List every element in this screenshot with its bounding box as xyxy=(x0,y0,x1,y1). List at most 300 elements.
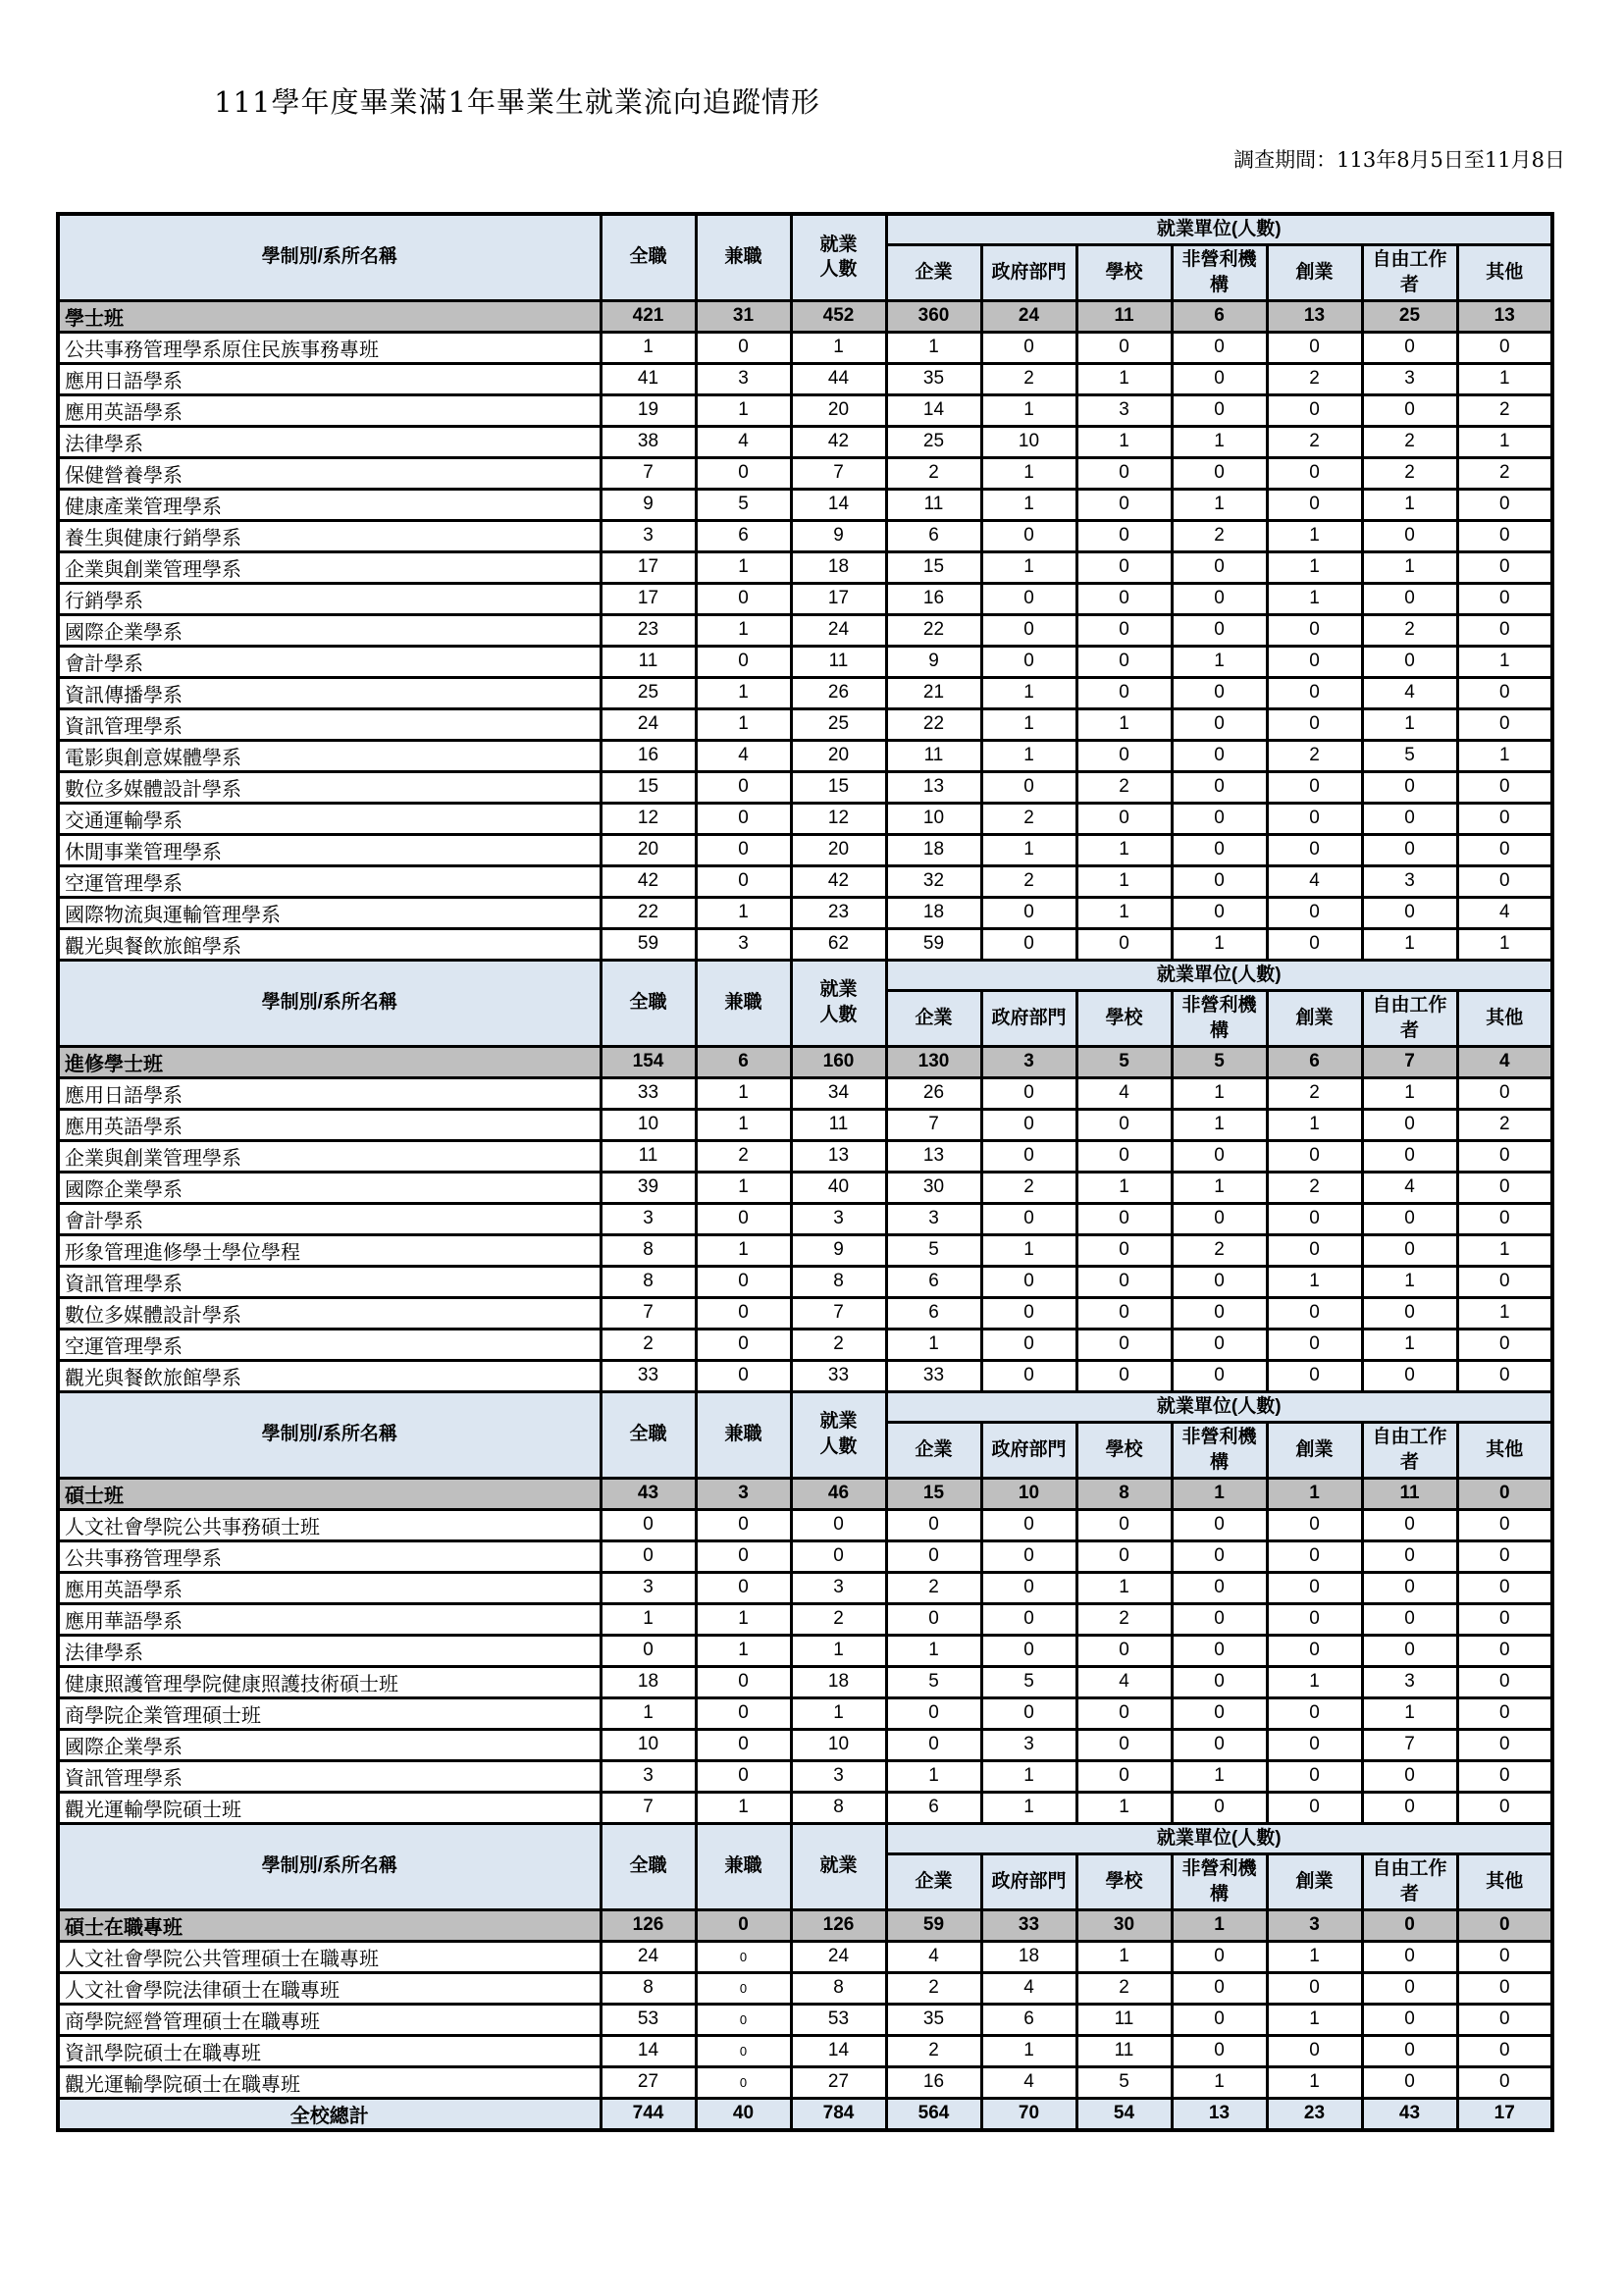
value-cell: 42 xyxy=(791,865,886,897)
value-cell: 0 xyxy=(1076,1360,1172,1391)
section-name-cell: 碩士班 xyxy=(58,1478,601,1509)
department-row xyxy=(58,1266,1552,1297)
value-cell: 16 xyxy=(886,583,981,614)
department-row xyxy=(58,1329,1552,1360)
summary-value-cell: 25 xyxy=(1362,300,1457,332)
value-cell: 2 xyxy=(1172,1234,1267,1266)
summary-value-cell: 24 xyxy=(981,300,1076,332)
value-cell: 1 xyxy=(1457,1234,1552,1266)
department-row xyxy=(58,740,1552,771)
department-name-cell: 人文社會學院公共管理碩士在職專班 xyxy=(58,1941,601,1972)
value-cell: 2 xyxy=(1172,520,1267,551)
value-cell: 5 xyxy=(981,1666,1076,1697)
department-name-cell: 資訊學院碩士在職專班 xyxy=(58,2035,601,2066)
department-row xyxy=(58,489,1552,520)
value-cell: 10 xyxy=(601,1109,696,1140)
value-cell: 1 xyxy=(981,708,1076,740)
value-cell: 0 xyxy=(1457,1509,1552,1540)
value-cell: 0 xyxy=(1267,1329,1362,1360)
value-cell: 33 xyxy=(601,1077,696,1109)
value-cell: 0 xyxy=(1362,2004,1457,2035)
value-cell: 62 xyxy=(791,928,886,960)
summary-value-cell: 30 xyxy=(1076,1909,1172,1941)
value-cell: 0 xyxy=(1076,1203,1172,1234)
value-cell: 0 xyxy=(981,332,1076,363)
value-cell: 0 xyxy=(1457,1941,1552,1972)
value-cell: 8 xyxy=(791,1972,886,2004)
summary-value-cell: 6 xyxy=(1172,300,1267,332)
value-cell: 44 xyxy=(791,363,886,394)
value-cell: 2 xyxy=(1076,1603,1172,1635)
value-cell: 1 xyxy=(1267,583,1362,614)
value-cell: 0 xyxy=(1076,1540,1172,1572)
survey-period-note: 調查期間：113年8月5日至11月8日 xyxy=(1233,148,1565,172)
value-cell: 0 xyxy=(1457,865,1552,897)
value-cell: 0 xyxy=(1457,1329,1552,1360)
value-cell: 1 xyxy=(1076,834,1172,865)
value-cell: 2 xyxy=(1267,1077,1362,1109)
value-cell: 0 xyxy=(1172,551,1267,583)
department-row xyxy=(58,457,1552,489)
value-cell: 0 xyxy=(1362,1792,1457,1823)
value-cell: 0 xyxy=(1457,834,1552,865)
grand-total-value-cell: 43 xyxy=(1362,2098,1457,2130)
value-cell: 0 xyxy=(1172,1666,1267,1697)
value-cell: 27 xyxy=(601,2066,696,2098)
value-cell: 20 xyxy=(791,394,886,426)
value-cell: 8 xyxy=(791,1266,886,1297)
value-cell: 1 xyxy=(696,1603,791,1635)
value-cell: 0 xyxy=(1267,677,1362,708)
value-cell: 1 xyxy=(1457,363,1552,394)
value-cell: 21 xyxy=(886,677,981,708)
header-employed-count: 就業 人數 xyxy=(791,214,886,300)
value-cell: 14 xyxy=(791,489,886,520)
value-cell: 10 xyxy=(601,1729,696,1760)
value-cell: 4 xyxy=(1267,865,1362,897)
value-cell: 1 xyxy=(1362,489,1457,520)
department-name-cell: 觀光與餐飲旅館學系 xyxy=(58,928,601,960)
value-cell: 0 xyxy=(1267,1572,1362,1603)
value-cell: 13 xyxy=(886,771,981,803)
value-cell: 15 xyxy=(886,551,981,583)
department-row xyxy=(58,865,1552,897)
value-cell: 2 xyxy=(1457,457,1552,489)
department-row xyxy=(58,1603,1552,1635)
column-header-row-top xyxy=(58,1391,1552,1422)
header-part-time: 兼職 xyxy=(696,1391,791,1478)
summary-value-cell: 160 xyxy=(791,1046,886,1077)
value-cell: 0 xyxy=(1172,2035,1267,2066)
value-cell: 0 xyxy=(1172,1572,1267,1603)
value-cell: 0 xyxy=(981,1329,1076,1360)
value-cell: 0 xyxy=(1457,1266,1552,1297)
value-cell: 0 xyxy=(1457,677,1552,708)
value-cell: 0 xyxy=(696,1697,791,1729)
department-name-cell: 資訊傳播學系 xyxy=(58,677,601,708)
department-name-cell: 法律學系 xyxy=(58,426,601,457)
value-cell: 0 xyxy=(601,1540,696,1572)
value-cell: 0 xyxy=(696,1540,791,1572)
value-cell: 1 xyxy=(1076,708,1172,740)
value-cell: 0 xyxy=(696,1509,791,1540)
value-cell: 2 xyxy=(1362,426,1457,457)
value-cell: 0 xyxy=(1076,1109,1172,1140)
grand-total-row xyxy=(58,2098,1552,2130)
value-cell: 4 xyxy=(1362,1172,1457,1203)
value-cell: 0 xyxy=(1076,614,1172,646)
value-cell: 0 xyxy=(1362,1360,1457,1391)
value-cell: 35 xyxy=(886,363,981,394)
section-summary-row xyxy=(58,1909,1552,1941)
department-name-cell: 電影與創意媒體學系 xyxy=(58,740,601,771)
value-cell: 1 xyxy=(1457,646,1552,677)
summary-value-cell: 5 xyxy=(1076,1046,1172,1077)
department-row xyxy=(58,771,1552,803)
summary-value-cell: 13 xyxy=(1267,300,1362,332)
value-cell: 25 xyxy=(886,426,981,457)
department-name-cell: 形象管理進修學士學位學程 xyxy=(58,1234,601,1266)
value-cell: 0 xyxy=(1267,803,1362,834)
summary-value-cell: 421 xyxy=(601,300,696,332)
value-cell: 0 xyxy=(1362,771,1457,803)
column-header-row-top xyxy=(58,1823,1552,1853)
value-cell: 1 xyxy=(696,1635,791,1666)
value-cell: 2 xyxy=(601,1329,696,1360)
value-cell: 0 xyxy=(1076,1266,1172,1297)
value-cell: 0 xyxy=(1267,1792,1362,1823)
value-cell: 2 xyxy=(981,865,1076,897)
value-cell: 0 xyxy=(1267,1760,1362,1792)
department-name-cell: 會計學系 xyxy=(58,1203,601,1234)
value-cell: 6 xyxy=(696,520,791,551)
value-cell: 0 xyxy=(1457,1077,1552,1109)
value-cell: 0 xyxy=(1076,1697,1172,1729)
header-unit-other: 其他 xyxy=(1457,1853,1552,1909)
grand-total-value-cell: 17 xyxy=(1457,2098,1552,2130)
value-cell: 0 xyxy=(696,1666,791,1697)
value-cell: 0 xyxy=(981,771,1076,803)
value-cell: 2 xyxy=(791,1603,886,1635)
department-row xyxy=(58,1172,1552,1203)
value-cell: 0 xyxy=(1457,1792,1552,1823)
department-row xyxy=(58,1203,1552,1234)
value-cell: 0 xyxy=(1172,1792,1267,1823)
value-cell: 2 xyxy=(1076,1972,1172,2004)
department-row xyxy=(58,803,1552,834)
value-cell: 1 xyxy=(1362,1077,1457,1109)
department-row xyxy=(58,928,1552,960)
header-unit-nonprofit: 非營利機構 xyxy=(1172,990,1267,1046)
page-title: 111學年度畢業滿1年畢業生就業流向追蹤情形 xyxy=(214,85,820,119)
value-cell: 20 xyxy=(601,834,696,865)
value-cell: 24 xyxy=(601,1941,696,1972)
value-cell: 0 xyxy=(1457,1572,1552,1603)
value-cell: 18 xyxy=(886,897,981,928)
summary-value-cell: 33 xyxy=(981,1909,1076,1941)
summary-value-cell: 8 xyxy=(1076,1478,1172,1509)
value-cell: 0 xyxy=(1362,1941,1457,1972)
summary-value-cell: 1 xyxy=(1267,1478,1362,1509)
department-name-cell: 應用英語學系 xyxy=(58,1109,601,1140)
value-cell: 0 xyxy=(1076,1760,1172,1792)
department-row xyxy=(58,897,1552,928)
grand-total-value-cell: 564 xyxy=(886,2098,981,2130)
value-cell: 0 xyxy=(981,1697,1076,1729)
department-row xyxy=(58,1509,1552,1540)
summary-value-cell: 43 xyxy=(601,1478,696,1509)
value-cell: 0 xyxy=(1172,1266,1267,1297)
header-name-col: 學制別/系所名稱 xyxy=(58,214,601,300)
value-cell: 0 xyxy=(886,1729,981,1760)
value-cell: 2 xyxy=(886,1972,981,2004)
value-cell: 1 xyxy=(981,2035,1076,2066)
value-cell: 1 xyxy=(696,897,791,928)
value-cell: 1 xyxy=(981,489,1076,520)
value-cell: 2 xyxy=(981,1172,1076,1203)
value-cell: 3 xyxy=(1076,394,1172,426)
value-cell: 0 xyxy=(1267,708,1362,740)
value-cell: 24 xyxy=(791,614,886,646)
header-full-time: 全職 xyxy=(601,960,696,1046)
value-cell: 5 xyxy=(696,489,791,520)
value-cell: 5 xyxy=(1076,2066,1172,2098)
value-cell: 0 xyxy=(1076,1234,1172,1266)
header-name-col: 學制別/系所名稱 xyxy=(58,1823,601,1909)
value-cell: 0 xyxy=(1362,1109,1457,1140)
value-cell: 0 xyxy=(1267,1540,1362,1572)
value-cell: 0 xyxy=(1362,2066,1457,2098)
value-cell: 0 xyxy=(1457,708,1552,740)
value-cell: 1 xyxy=(1172,2066,1267,2098)
value-cell: 53 xyxy=(791,2004,886,2035)
value-cell: 3 xyxy=(791,1760,886,1792)
value-cell: 18 xyxy=(601,1666,696,1697)
value-cell: 10 xyxy=(791,1729,886,1760)
value-cell: 0 xyxy=(981,1203,1076,1234)
section-summary-row xyxy=(58,300,1552,332)
value-cell: 1 xyxy=(696,1077,791,1109)
value-cell: 7 xyxy=(791,1297,886,1329)
value-cell: 6 xyxy=(886,1297,981,1329)
department-row xyxy=(58,2035,1552,2066)
department-row xyxy=(58,1572,1552,1603)
value-cell: 6 xyxy=(886,1266,981,1297)
header-unit-school: 學校 xyxy=(1076,990,1172,1046)
value-cell: 0 xyxy=(1076,1297,1172,1329)
value-cell: 0 xyxy=(696,1729,791,1760)
department-row xyxy=(58,1297,1552,1329)
value-cell: 42 xyxy=(791,426,886,457)
value-cell: 0 xyxy=(1172,1140,1267,1172)
header-full-time: 全職 xyxy=(601,1823,696,1909)
value-cell: 0 xyxy=(1172,394,1267,426)
value-cell: 35 xyxy=(886,2004,981,2035)
value-cell: 25 xyxy=(791,708,886,740)
value-cell: 0 xyxy=(696,2035,791,2066)
value-cell: 11 xyxy=(886,740,981,771)
value-cell: 0 xyxy=(1267,897,1362,928)
value-cell: 1 xyxy=(981,740,1076,771)
value-cell: 0 xyxy=(1172,1697,1267,1729)
value-cell: 42 xyxy=(601,865,696,897)
value-cell: 1 xyxy=(1457,928,1552,960)
header-unit-freelancer: 自由工作者 xyxy=(1362,1422,1457,1478)
value-cell: 0 xyxy=(1076,332,1172,363)
value-cell: 7 xyxy=(601,457,696,489)
department-row xyxy=(58,1140,1552,1172)
value-cell: 1 xyxy=(1172,646,1267,677)
header-unit-enterprise: 企業 xyxy=(886,1853,981,1909)
value-cell: 9 xyxy=(601,489,696,520)
value-cell: 0 xyxy=(1457,1360,1552,1391)
summary-value-cell: 126 xyxy=(791,1909,886,1941)
value-cell: 0 xyxy=(1267,646,1362,677)
value-cell: 0 xyxy=(1172,583,1267,614)
grand-total-value-cell: 23 xyxy=(1267,2098,1362,2130)
value-cell: 4 xyxy=(1362,677,1457,708)
section-name-cell: 學士班 xyxy=(58,300,601,332)
department-row xyxy=(58,708,1552,740)
value-cell: 1 xyxy=(1267,2066,1362,2098)
department-name-cell: 休閒事業管理學系 xyxy=(58,834,601,865)
value-cell: 0 xyxy=(1172,363,1267,394)
department-name-cell: 資訊管理學系 xyxy=(58,1760,601,1792)
value-cell: 2 xyxy=(886,1572,981,1603)
value-cell: 0 xyxy=(1172,2004,1267,2035)
value-cell: 0 xyxy=(1172,457,1267,489)
value-cell: 8 xyxy=(601,1972,696,2004)
value-cell: 34 xyxy=(791,1077,886,1109)
value-cell: 0 xyxy=(696,332,791,363)
header-unit-government: 政府部門 xyxy=(981,990,1076,1046)
value-cell: 0 xyxy=(696,1972,791,2004)
value-cell: 0 xyxy=(1267,834,1362,865)
value-cell: 1 xyxy=(1076,363,1172,394)
value-cell: 0 xyxy=(1172,1329,1267,1360)
value-cell: 0 xyxy=(791,1540,886,1572)
grand-total-value-cell: 744 xyxy=(601,2098,696,2130)
department-row xyxy=(58,1666,1552,1697)
value-cell: 17 xyxy=(601,551,696,583)
department-row xyxy=(58,394,1552,426)
value-cell: 0 xyxy=(1076,646,1172,677)
department-name-cell: 空運管理學系 xyxy=(58,1329,601,1360)
department-name-cell: 公共事務管理學系原住民族事務專班 xyxy=(58,332,601,363)
value-cell: 11 xyxy=(886,489,981,520)
value-cell: 4 xyxy=(981,1972,1076,2004)
value-cell: 0 xyxy=(1172,1509,1267,1540)
value-cell: 4 xyxy=(1076,1077,1172,1109)
summary-value-cell: 31 xyxy=(696,300,791,332)
value-cell: 0 xyxy=(1267,332,1362,363)
value-cell: 1 xyxy=(696,394,791,426)
value-cell: 0 xyxy=(1172,677,1267,708)
value-cell: 1 xyxy=(981,1234,1076,1266)
summary-value-cell: 10 xyxy=(981,1478,1076,1509)
value-cell: 33 xyxy=(791,1360,886,1391)
value-cell: 0 xyxy=(1362,2035,1457,2066)
value-cell: 0 xyxy=(981,520,1076,551)
value-cell: 0 xyxy=(981,583,1076,614)
section-name-cell: 碩士在職專班 xyxy=(58,1909,601,1941)
value-cell: 1 xyxy=(1362,1329,1457,1360)
value-cell: 24 xyxy=(601,708,696,740)
department-row xyxy=(58,646,1552,677)
value-cell: 14 xyxy=(886,394,981,426)
header-unit-startup: 創業 xyxy=(1267,244,1362,300)
value-cell: 0 xyxy=(1457,771,1552,803)
summary-value-cell: 11 xyxy=(1076,300,1172,332)
header-unit-government: 政府部門 xyxy=(981,244,1076,300)
value-cell: 0 xyxy=(696,583,791,614)
value-cell: 0 xyxy=(791,1509,886,1540)
value-cell: 0 xyxy=(1457,1203,1552,1234)
header-part-time: 兼職 xyxy=(696,214,791,300)
value-cell: 0 xyxy=(1457,1697,1552,1729)
value-cell: 16 xyxy=(886,2066,981,2098)
header-unit-nonprofit: 非營利機構 xyxy=(1172,1853,1267,1909)
value-cell: 7 xyxy=(1362,1729,1457,1760)
value-cell: 1 xyxy=(1172,489,1267,520)
value-cell: 0 xyxy=(1076,803,1172,834)
grand-total-value-cell: 784 xyxy=(791,2098,886,2130)
column-header-row-top xyxy=(58,960,1552,990)
value-cell: 0 xyxy=(696,1329,791,1360)
department-row xyxy=(58,363,1552,394)
value-cell: 0 xyxy=(696,646,791,677)
value-cell: 14 xyxy=(791,2035,886,2066)
value-cell: 2 xyxy=(1457,394,1552,426)
value-cell: 0 xyxy=(696,865,791,897)
value-cell: 0 xyxy=(601,1509,696,1540)
value-cell: 0 xyxy=(1267,1140,1362,1172)
department-row xyxy=(58,1941,1552,1972)
value-cell: 0 xyxy=(1267,614,1362,646)
department-row xyxy=(58,677,1552,708)
value-cell: 0 xyxy=(1172,708,1267,740)
value-cell: 53 xyxy=(601,2004,696,2035)
header-unit-other: 其他 xyxy=(1457,1422,1552,1478)
value-cell: 0 xyxy=(1457,332,1552,363)
value-cell: 0 xyxy=(1362,1572,1457,1603)
value-cell: 0 xyxy=(1267,771,1362,803)
value-cell: 22 xyxy=(886,614,981,646)
value-cell: 1 xyxy=(886,1635,981,1666)
value-cell: 27 xyxy=(791,2066,886,2098)
value-cell: 2 xyxy=(1457,1109,1552,1140)
value-cell: 3 xyxy=(601,1760,696,1792)
value-cell: 0 xyxy=(1172,614,1267,646)
value-cell: 0 xyxy=(696,457,791,489)
value-cell: 0 xyxy=(1172,1941,1267,1972)
section-summary-row xyxy=(58,1478,1552,1509)
value-cell: 1 xyxy=(1172,1077,1267,1109)
value-cell: 33 xyxy=(886,1360,981,1391)
employment-tracking-table xyxy=(56,212,1554,2132)
value-cell: 0 xyxy=(1076,1329,1172,1360)
value-cell: 1 xyxy=(981,677,1076,708)
header-unit-nonprofit: 非營利機構 xyxy=(1172,244,1267,300)
summary-value-cell: 15 xyxy=(886,1478,981,1509)
value-cell: 0 xyxy=(1172,332,1267,363)
header-unit-school: 學校 xyxy=(1076,1853,1172,1909)
value-cell: 0 xyxy=(1457,1603,1552,1635)
value-cell: 1 xyxy=(1172,1109,1267,1140)
value-cell: 8 xyxy=(601,1234,696,1266)
department-row xyxy=(58,834,1552,865)
value-cell: 5 xyxy=(886,1234,981,1266)
